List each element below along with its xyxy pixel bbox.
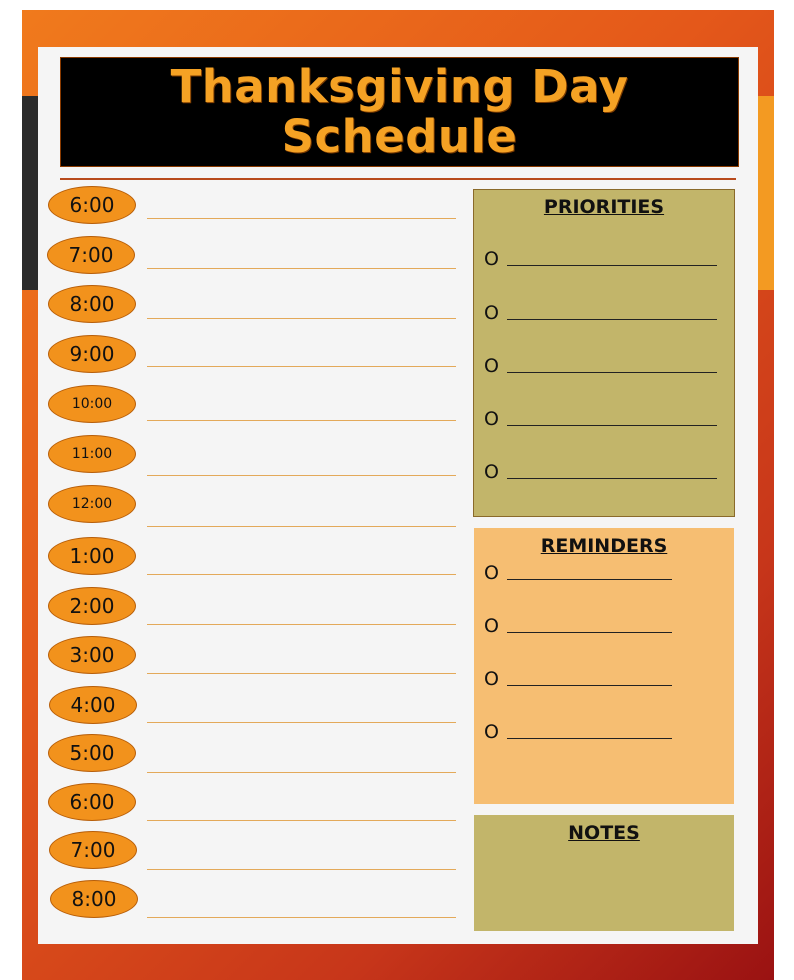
time-oval: 7:00 (47, 236, 135, 274)
reminder-item[interactable] (484, 721, 672, 743)
title-line-2: Schedule (281, 110, 518, 163)
time-slot-line[interactable] (147, 772, 456, 773)
reminder-blank-line (507, 685, 672, 686)
reminders-heading: REMINDERS (540, 535, 668, 557)
time-slot-line[interactable] (147, 420, 456, 421)
time-oval: 5:00 (48, 734, 136, 772)
time-oval: 8:00 (50, 880, 138, 918)
time-oval: 6:00 (48, 783, 136, 821)
time-slot-line[interactable] (147, 475, 456, 476)
priority-item[interactable] (484, 355, 717, 377)
time-slot-line[interactable] (147, 820, 456, 821)
time-slot-line[interactable] (147, 574, 456, 575)
reminder-item[interactable] (484, 615, 672, 637)
time-oval: 9:00 (48, 335, 136, 373)
priority-blank-line (507, 478, 717, 479)
time-slot-line[interactable] (147, 673, 456, 674)
time-oval: 4:00 (49, 686, 137, 724)
priority-item[interactable] (484, 248, 717, 270)
title-divider (60, 178, 736, 180)
time-oval: 10:00 (48, 385, 136, 423)
time-oval: 11:00 (48, 435, 136, 473)
time-slot-line[interactable] (147, 268, 456, 269)
notes-heading: NOTES (568, 822, 640, 844)
priority-bullet: O (484, 302, 499, 324)
right-accent-band (756, 96, 774, 290)
time-oval: 1:00 (48, 537, 136, 575)
priority-item[interactable] (484, 461, 717, 483)
title-line-1: Thanksgiving Day (170, 60, 629, 113)
priority-bullet: O (484, 248, 499, 270)
priority-bullet: O (484, 461, 499, 483)
priority-blank-line (507, 425, 717, 426)
priorities-heading: PRIORITIES (543, 196, 665, 218)
priority-bullet: O (484, 355, 499, 377)
time-oval: 6:00 (48, 186, 136, 224)
time-slot-line[interactable] (147, 722, 456, 723)
reminder-item[interactable] (484, 562, 672, 584)
notes-panel (474, 815, 734, 931)
reminder-blank-line (507, 632, 672, 633)
reminder-bullet: O (484, 668, 499, 690)
priority-blank-line (507, 265, 717, 266)
priorities-panel (473, 189, 735, 517)
reminder-bullet: O (484, 562, 499, 584)
reminder-item[interactable] (484, 668, 672, 690)
priority-item[interactable] (484, 408, 717, 430)
reminder-bullet: O (484, 721, 499, 743)
title-banner (60, 57, 739, 167)
time-oval: 2:00 (48, 587, 136, 625)
reminders-panel (474, 528, 734, 804)
time-slot-line[interactable] (147, 526, 456, 527)
time-slot-line[interactable] (147, 366, 456, 367)
priority-blank-line (507, 372, 717, 373)
time-oval: 12:00 (48, 485, 136, 523)
time-slot-line[interactable] (147, 917, 456, 918)
reminder-bullet: O (484, 615, 499, 637)
time-slot-line[interactable] (147, 869, 456, 870)
time-oval: 3:00 (48, 636, 136, 674)
priority-item[interactable] (484, 302, 717, 324)
priority-blank-line (507, 319, 717, 320)
time-slot-line[interactable] (147, 624, 456, 625)
time-slot-line[interactable] (147, 218, 456, 219)
time-oval: 8:00 (48, 285, 136, 323)
reminder-blank-line (507, 738, 672, 739)
reminder-blank-line (507, 579, 672, 580)
priority-bullet: O (484, 408, 499, 430)
time-slot-line[interactable] (147, 318, 456, 319)
time-oval: 7:00 (49, 831, 137, 869)
